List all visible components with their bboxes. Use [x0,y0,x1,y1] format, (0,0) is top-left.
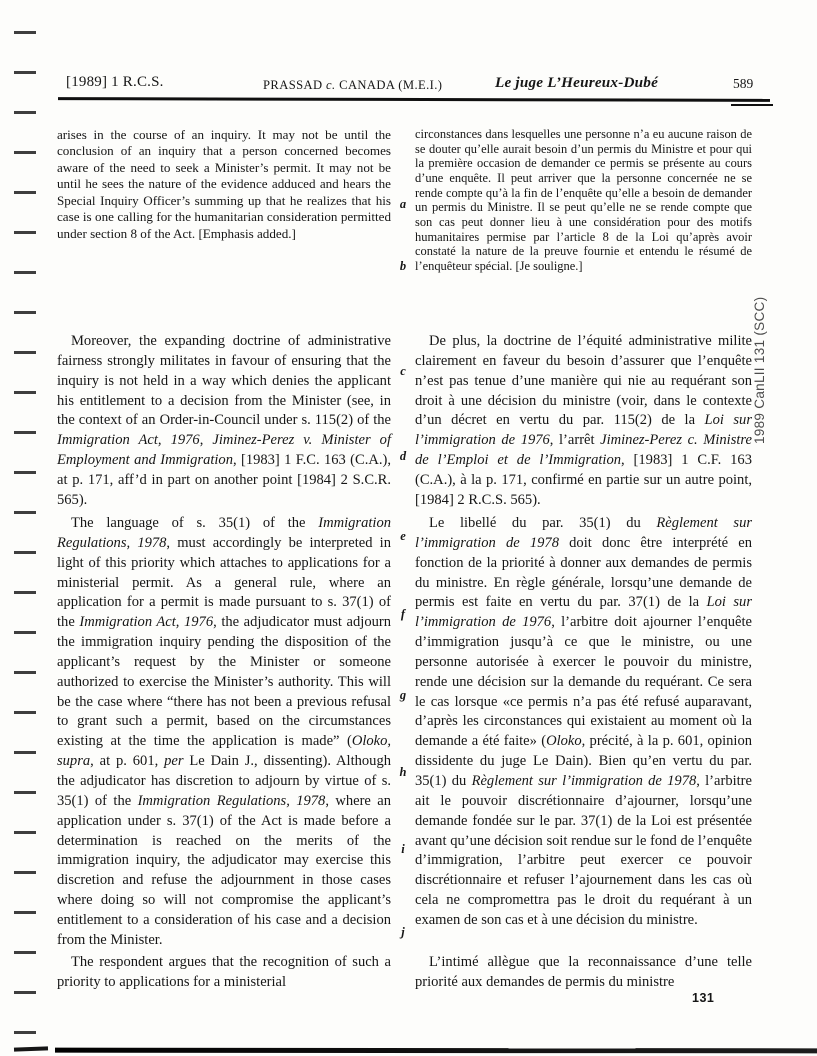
margin-letter-d: d [399,449,407,463]
margin-letter-b: b [399,259,407,273]
margin-letter-a: a [399,197,407,211]
english-paragraph-fairness: Moreover, the expanding doctrine of administrative fairness strongly militates in favour of ensuring that the inquiry is not held in a way which denies the applicant his entitlement to a decision from the Minister (see, in the context of an Order-in-Council under s. 115(2) of the Immigration Act, 1976, Jiminez-Perez v. Minister of Employment and Immigration, [1983] 1 F.C. 163 (C.A.), at p. 171, aff’d in part on another point [1984] 2 S.C.R. 565). [57,333,391,508]
margin-letter-g: g [399,688,407,702]
english-paragraph-respondent: The respondent argues that the recognition of such a priority to applications for a ministerial [57,954,391,990]
french-quote-block: circonstances dans lesquelles une personne n’a eu aucune raison de se douter qu’elle aurait besoin d’un permis du Ministre et pour qui la première occasion de demander ce permis se présente au cours d’une enquête. Il peut arriver que la personne concernée ne se rende compte qu’à la fin de l’enquête qu’elle a besoin de demander un permis du Ministre. Il se peut qu’elle ne se rende compte que son cas peut donner lieu à une considération pour des motifs humanitaires permise par l’article 8 de la Loi qu’après avoir constaté la nature de la preuve fournie et entendu le résumé de l’enquêteur spécial. [Je souligne.] [415,127,752,273]
margin-letter-c: c [400,364,406,378]
header-page-number: 589 [733,76,754,91]
header-rule-page-number [731,104,773,106]
scan-edge-bar [55,1048,817,1054]
english-paragraph-regulations: The language of s. 35(1) of the Immigration Regulations, 1978, must accordingly be interpreted in light of this priority which attaches to applications for a ministerial permit. As a general rule, where an application for a permit is made pursuant to s. 37(1) of the Immigration Act, 1976, the adjudicator must adjourn the immigration inquiry pending the disposition of the applicant’s request by the Minister or someone authorized to exercise the Minister’s authority. This will be the case where “there has not been a previous refusal to grant such a permit, based on the circumstances existing at the time the application is made” (Oloko, supra, at p. 601, per Le Dain J., dissenting). Although the adjudicator has discretion to adjourn by virtue of s. 35(1) of the Immigration Regulations, 1978, where an application under s. 37(1) of the Act is made before a determination is reached on the merits of the immigration inquiry, the adjudicator may exercise this discretion and refuse the adjournment in those cases where doing so will not compromise the applicant’s entitlement to a consideration of his case and a decision from the Minister. [57,515,392,948]
canlii-citation: 1989 CanLII 131 (SCC) [752,296,767,444]
footer-page-number: 131 [692,991,715,1005]
judge-name: Le juge L’Heureux-Dubé [495,74,659,91]
case-name: PRASSAD c. CANADA (M.E.I.) [263,78,443,92]
margin-letter-f: f [400,607,406,621]
french-paragraph-equite: De plus, la doctrine de l’équité administrative milite clairement en faveur du besoin d’assurer que l’enquête n’est pas tenue d’une manière qui nie au requérant son droit à une décision du ministre (voir, dans le contexte d’un décret en vertu du par. 115(2) de la Loi sur l’immigration de 1976, l’arrêt Jiminez-Perez c. Ministre de l’Emploi et de l’Immigration, [1983] 1 C.F. 163 (C.A.), à la p. 171, confirmé en partie sur un autre point, [1984] 2 R.C.S. 565). [415,333,752,508]
binding-marks [14,0,36,1040]
french-paragraph-intime: L’intimé allègue que la reconnaissance d’une telle priorité aux demandes de permis du ministre [415,954,752,990]
margin-letter-i: i [401,842,405,856]
margin-letter-j: j [401,925,405,939]
french-paragraph-reglement: Le libellé du par. 35(1) du Règlement sur l’immigration de 1978 doit donc être interprété en fonction de la priorité à donner aux demandes de permis du ministre. En règle générale, lorsqu’une demande de permis est faite en vertu du par. 37(1) de la Loi sur l’immigration de 1976, l’arbitre doit ajourner l’enquête d’immigration jusqu’à ce que le ministre, ou une personne autorisée à exercer le pouvoir du ministre, rende une décision sur la demande du requérant. Ce sera le cas lorsque «ce permis n’a pas été refusé auparavant, d’après les circonstances qui existaient au moment où la demande a été faite» (Oloko, précité, à la p. 601, opinion dissidente du juge Le Dain). Bien qu’en vertu du par. 35(1) du Règlement sur l’immigration de 1978, l’arbitre ait le pouvoir discrétionnaire d’ajourner, lorsqu’une demande fondée sur le par. 37(1) de la Loi est présentée avant qu’une décision soit rendue sur le fond de l’enquête d’immigration, l’arbitre peut exercer ce pouvoir discrétionnaire et refuser l’ajournement dans les cas où cela ne compromettra pas le droit du requérant à un examen de son cas et à une décision du ministre. [415,515,753,928]
english-quote-block: arises in the course of an inquiry. It may not be until the conclusion of an inquiry that a person concerned becomes aware of the need to seek a Minister’s permit. It may not be until he sees the nature of the evidence adduced and hears the Special Inquiry Officer’s summing up that he realizes that his case is one calling for the humanitarian consideration permitted under section 8 of the Act. [Emphasis added.] [57,127,391,241]
reporter-citation: [1989] 1 R.C.S. [66,74,164,90]
margin-letter-e: e [400,529,406,543]
margin-letter-h: h [399,765,407,779]
header-rule [58,97,770,101]
scan-edge-dash [14,1046,48,1051]
